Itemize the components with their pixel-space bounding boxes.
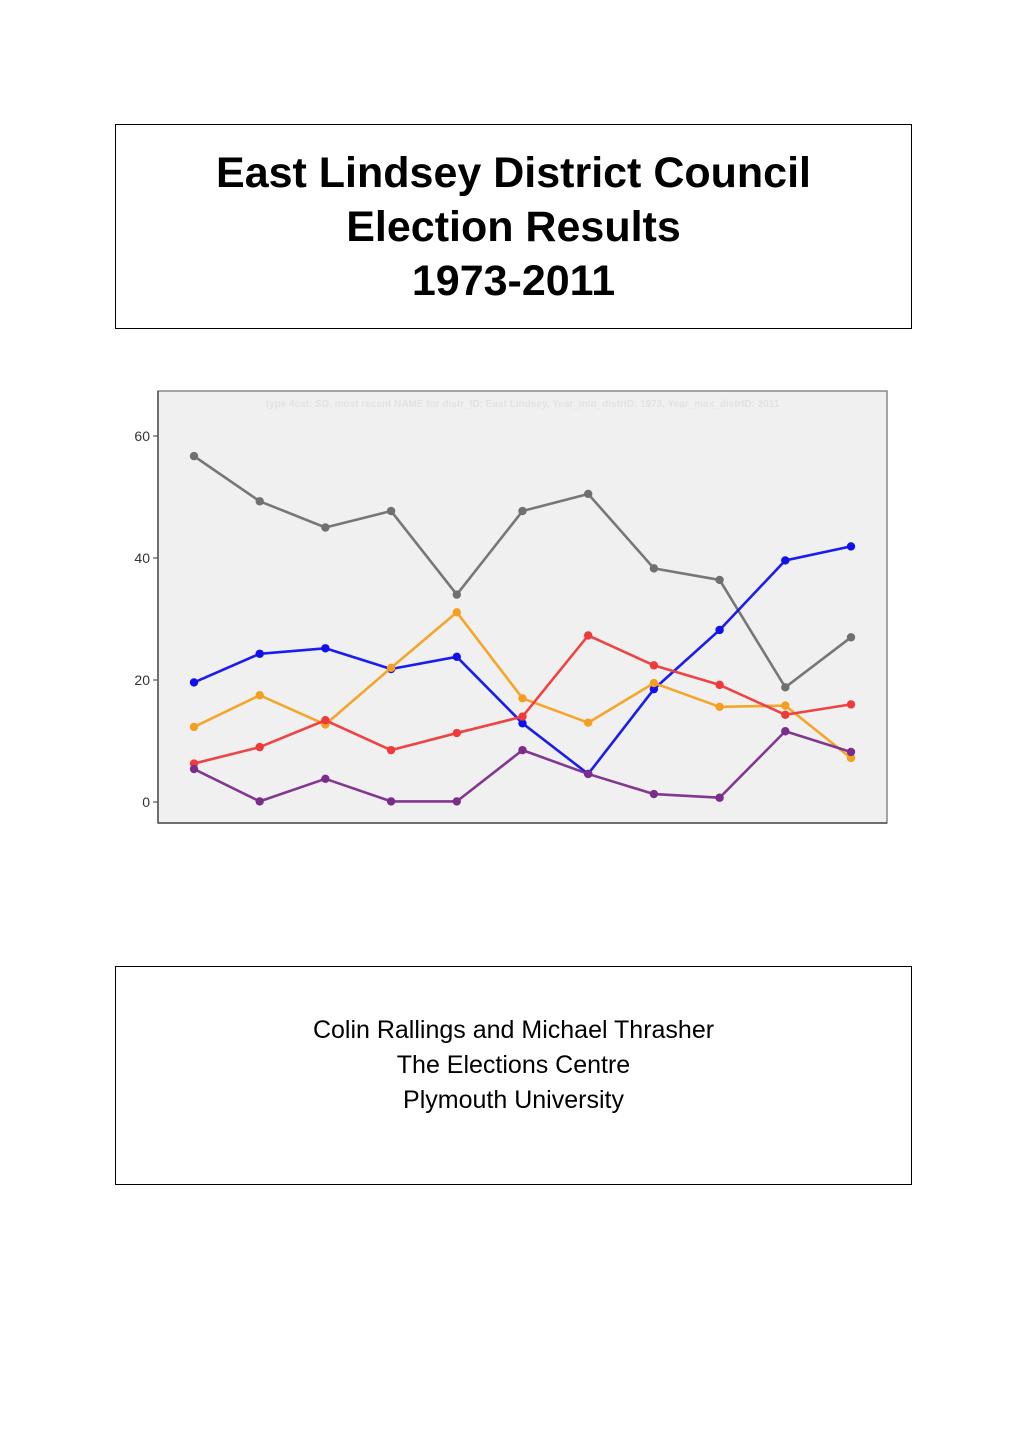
series-3-point-6	[518, 694, 526, 702]
organisation-name: The Elections Centre	[396, 1051, 631, 1079]
series-2-point-11	[847, 542, 855, 550]
series-1-point-6	[518, 507, 526, 515]
series-4-point-2	[256, 743, 264, 751]
series-3-point-2	[256, 691, 264, 699]
series-5-point-11	[847, 748, 855, 756]
series-5-point-7	[584, 770, 592, 778]
authors-box	[115, 966, 912, 1185]
university-name: Plymouth University	[403, 1086, 624, 1114]
title-box	[115, 124, 912, 329]
series-1-point-7	[584, 490, 592, 498]
series-4-point-10	[781, 711, 789, 719]
series-1-point-3	[321, 523, 329, 531]
series-4-point-9	[715, 681, 723, 689]
series-5-point-3	[321, 775, 329, 783]
document-title-line-2: Election Results	[346, 202, 681, 251]
author-names: Colin Rallings and Michael Thrasher	[312, 1016, 715, 1044]
plot-area	[158, 391, 887, 823]
series-4-point-8	[650, 661, 658, 669]
series-2-point-1	[190, 678, 198, 686]
series-5-point-8	[650, 790, 658, 798]
chart-title: type 4cat: SD, most recent NAME for distr_ID: East Lindsey, Year_min_distrID: 1973, Year_max_distrID: 2011	[265, 399, 780, 410]
series-1-point-11	[847, 633, 855, 641]
series-1-point-8	[650, 564, 658, 572]
series-2-point-9	[715, 626, 723, 634]
series-3-point-8	[650, 679, 658, 687]
series-4-point-4	[387, 746, 395, 754]
document-title-line-1: East Lindsey District Council	[216, 148, 811, 197]
series-4-point-6	[518, 712, 526, 720]
y-tick-label-0: 0	[142, 794, 150, 810]
series-3-point-7	[584, 719, 592, 727]
series-2-point-5	[453, 653, 461, 661]
series-5-point-6	[518, 746, 526, 754]
series-3-point-10	[781, 701, 789, 709]
y-tick-label-40: 40	[134, 550, 150, 566]
series-4-point-3	[321, 716, 329, 724]
series-5-point-10	[781, 727, 789, 735]
y-tick-label-20: 20	[134, 672, 150, 688]
series-4-point-5	[453, 729, 461, 737]
chart-svg	[115, 380, 895, 840]
series-1-point-9	[715, 576, 723, 584]
series-5-point-5	[453, 797, 461, 805]
series-2-point-2	[256, 650, 264, 658]
series-3-point-5	[453, 608, 461, 616]
series-1-point-10	[781, 683, 789, 691]
series-2-point-10	[781, 556, 789, 564]
series-5-point-4	[387, 797, 395, 805]
line-chart	[115, 380, 895, 840]
series-4-point-11	[847, 700, 855, 708]
series-4-point-7	[584, 631, 592, 639]
series-3-point-1	[190, 723, 198, 731]
series-5-point-1	[190, 765, 198, 773]
document-title-line-3: 1973-2011	[411, 256, 616, 305]
series-5-point-2	[256, 797, 264, 805]
series-5-point-9	[715, 794, 723, 802]
series-1-point-4	[387, 507, 395, 515]
series-3-point-4	[387, 664, 395, 672]
series-1-point-2	[256, 497, 264, 505]
series-1-point-5	[453, 590, 461, 598]
series-2-point-3	[321, 644, 329, 652]
y-tick-label-60: 60	[134, 428, 150, 444]
series-3-point-9	[715, 703, 723, 711]
series-1-point-1	[190, 452, 198, 460]
